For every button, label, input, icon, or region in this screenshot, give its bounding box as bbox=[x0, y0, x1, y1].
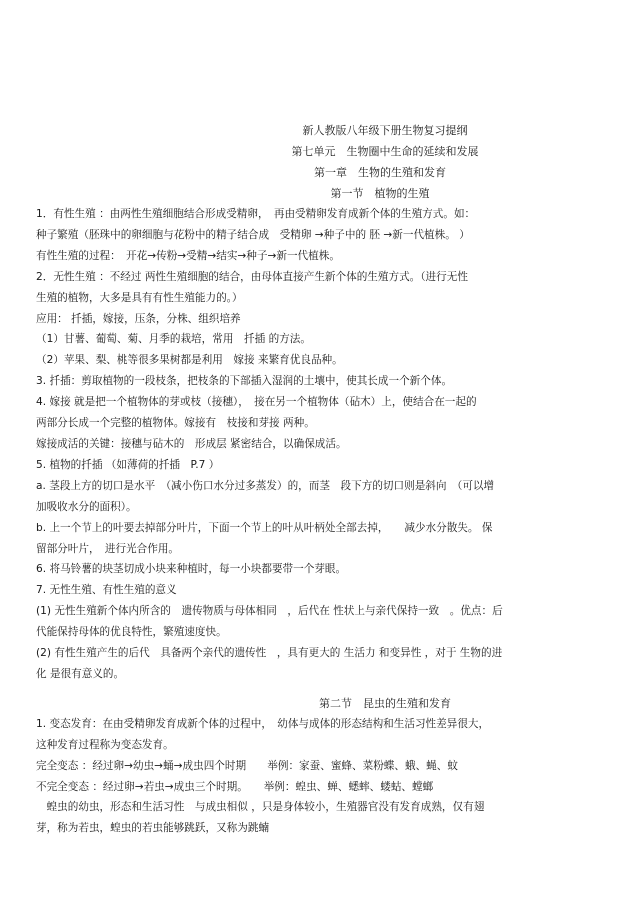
text-line: 1. 变态发育：在由受精卵发育成新个体的过程中， 幼体与成体的形态结构和生活习性差异很大， bbox=[36, 717, 490, 730]
doc-title: 新人教版八年级下册生物复习提纲 bbox=[302, 124, 468, 137]
text-line: (2) 有性生殖产生的后代 具备两个亲代的遗传性 ，具有更大的 生活力 和变异性 ，对于 生物的进 bbox=[36, 647, 503, 660]
section-heading-1: 第一节 植物的生殖 bbox=[330, 187, 430, 200]
chapter-heading: 第一章 生物的生殖和发育 bbox=[314, 166, 446, 179]
text-line: 1．有性生殖 ：由两性生殖细胞结合形成受精卵， 再由受精卵发育成新个体的生殖方式。如： bbox=[36, 208, 476, 220]
text-line: 完全变态 ：经过卵→幼虫→蛹→成虫四个时期 举例：家蚕、蜜蜂、菜粉蝶、蛾、蝇、蚊 bbox=[36, 759, 458, 772]
text-line: a. 茎段上方的切口是水平 （减小伤口水分过多蒸发）的，而茎 段下方的切口则是斜向 （可以增 bbox=[36, 479, 495, 492]
text-line: 化 是很有意义的。 bbox=[36, 667, 125, 680]
text-line: 留部分叶片， 进行光合作用。 bbox=[36, 542, 180, 555]
text-line: 加吸收水分的面积）。 bbox=[36, 500, 137, 513]
text-line: 蝗虫的幼虫，形态和生活习性 与成虫相似 ，只是身体较小，生殖器官没有发育成熟，仅有翅 bbox=[36, 801, 485, 814]
text-line: (1) 无性生殖新个体内所含的 遗传物质与母体相同 ，后代在 性状上与亲代保持一致 。优点：后 bbox=[36, 605, 503, 618]
text-line: 两部分长成一个完整的植物体。嫁接有 枝接和芽接 两种。 bbox=[36, 417, 315, 430]
text-line: b. 上一个节上的叶要去掉部分叶片，下面一个节上的叶从叶柄处全部去掉， 减少水分散失。 保 bbox=[36, 521, 493, 534]
unit-heading: 第七单元 生物圈中生命的延续和发展 bbox=[291, 145, 479, 158]
text-line: 代能保持母体的优良特性，繁殖速度快。 bbox=[36, 626, 227, 639]
text-line: 芽，称为若虫，蝗虫的若虫能够跳跃，又称为跳蝻 bbox=[36, 822, 270, 835]
text-line: 2．无性生殖 ：不经过 两性生殖细胞的结合，由母体直接产生新个体的生殖方式。（进行无性 bbox=[36, 270, 468, 283]
text-line: （1）甘薯、葡萄、菊、月季的栽培，常用 扦插 的方法。 bbox=[36, 333, 311, 346]
text-line: 种子繁殖（胚珠中的卵细胞与花粉中的精子结合成 受精卵 →种子中的 胚 →新一代植株。 ） bbox=[36, 228, 470, 241]
text-line: 3. 扦插：剪取植物的一段枝条，把枝条的下部插入湿润的土壤中，使其长成一个新个体。 bbox=[36, 375, 453, 388]
text-line: 不完全变态 ：经过卵→若虫→成虫三个时期。 举例：蝗虫、蝉、蟋蟀、蝼蛄、螳螂 bbox=[36, 780, 434, 793]
section-1-body bbox=[36, 204, 622, 685]
text-line: 7. 无性生殖、有性生殖的意义 bbox=[36, 584, 177, 597]
text-line: 4. 嫁接 就是把一个植物体的芽或枝（接穗）， 接在另一个植物体（砧木）上，使结合在一起的 bbox=[36, 396, 477, 409]
text-line: 生殖的植物，大多是具有有性生殖能力的。） bbox=[36, 291, 243, 304]
text-line: （2）苹果、梨、桃等很多果树都是利用 嫁接 来繁育优良品种。 bbox=[36, 354, 343, 367]
section-2-body bbox=[36, 714, 622, 839]
text-line: 6. 将马铃薯的块茎切成小块来种植时，每一小块都要带一个芽眼。 bbox=[36, 563, 347, 576]
text-line: 嫁接成活的关键：接穗与砧木的 形成层 紧密结合，以确保成活。 bbox=[36, 437, 347, 450]
text-line: 这种发育过程称为变态发育。 bbox=[36, 738, 174, 751]
text-line: 应用： 扦插，嫁接，压条，分株、组织培养 bbox=[36, 312, 241, 325]
text-line: 5. 植物的扦插 （如薄荷的扦插 P.7 ） bbox=[36, 458, 220, 471]
section-heading-2: 第二节 昆虫的生殖和发育 bbox=[319, 696, 451, 710]
text-line: 有性生殖的过程： 开花→传粉→受精→结实→种子→新一代植株。 bbox=[36, 249, 340, 262]
